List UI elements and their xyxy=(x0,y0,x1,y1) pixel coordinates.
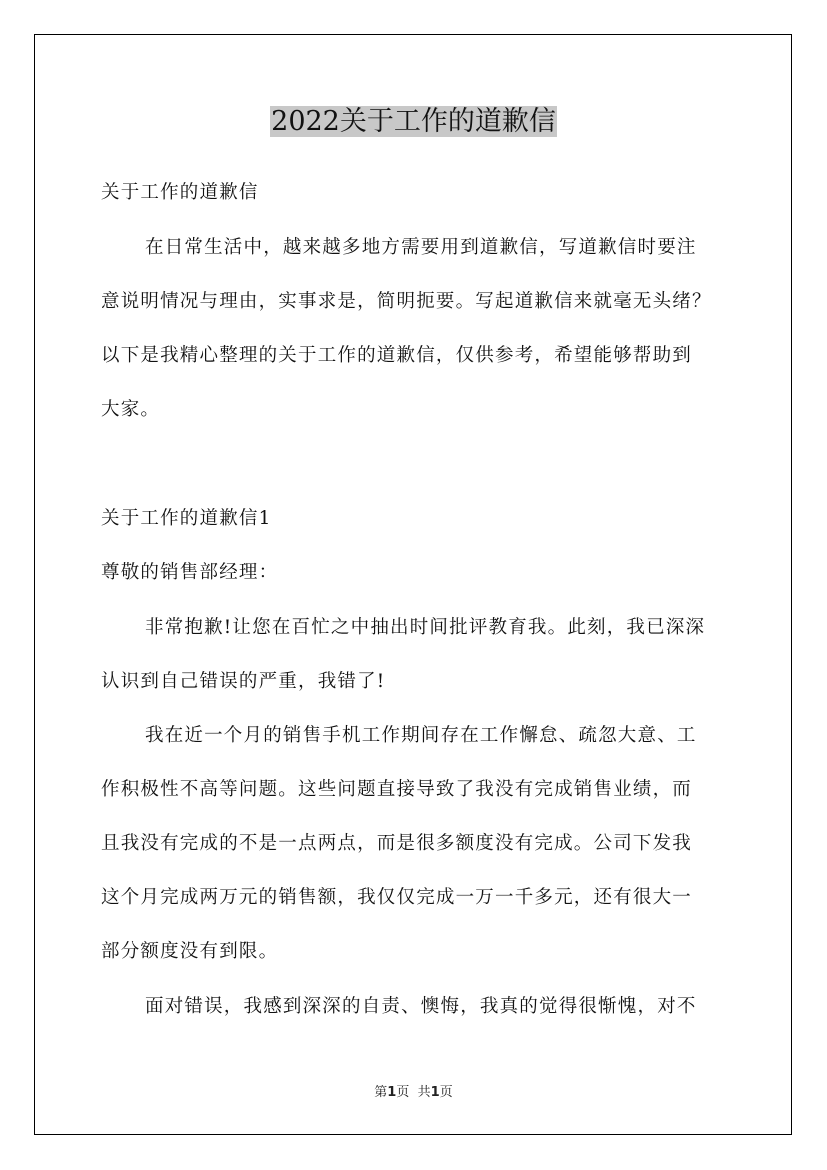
letter-heading: 关于工作的道歉信1 xyxy=(101,508,272,529)
intro-paragraph-line: 以下是我精心整理的关于工作的道歉信，仅供参考，希望能够帮助到 xyxy=(101,345,693,366)
letter-paragraph-line: 部分额度没有到限。 xyxy=(101,941,279,962)
document-title xyxy=(0,100,827,144)
letter-paragraph-line: 非常抱歉!让您在百忙之中抽出时间批评教育我。此刻，我已深深 xyxy=(145,617,706,638)
intro-paragraph-line: 意说明情况与理由，实事求是，简明扼要。写起道歉信来就毫无头绪？ xyxy=(101,291,712,312)
intro-paragraph-line: 在日常生活中，越来越多地方需要用到道歉信，写道歉信时要注 xyxy=(145,237,697,258)
letter-paragraph-line: 面对错误，我感到深深的自责、懊悔，我真的觉得很惭愧，对不 xyxy=(145,996,697,1017)
letter-paragraph-line: 我在近一个月的销售手机工作期间存在工作懈怠、疏忽大意、工 xyxy=(145,725,697,746)
footer-total-suffix: 页 xyxy=(439,1085,453,1100)
page-footer xyxy=(0,1084,827,1102)
letter-paragraph-line: 且我没有完成的不是一点两点，而是很多额度没有完成。公司下发我 xyxy=(101,833,693,854)
intro-paragraph-line: 大家。 xyxy=(101,399,161,420)
letter-paragraph-line: 认识到自己错误的严重，我错了! xyxy=(101,671,386,692)
letter-paragraph-line: 作积极性不高等问题。这些问题直接导致了我没有完成销售业绩，而 xyxy=(101,779,693,800)
footer-total-prefix: 共 xyxy=(417,1085,431,1100)
footer-page-number: 1 xyxy=(387,1085,397,1100)
letter-salutation: 尊敬的销售部经理： xyxy=(101,562,279,583)
footer-page-suffix: 页 xyxy=(396,1085,410,1100)
intro-heading: 关于工作的道歉信 xyxy=(101,182,259,203)
footer-total-pages: 1 xyxy=(430,1085,440,1100)
document-title-text: 2022关于工作的道歉信 xyxy=(271,106,556,137)
footer-page-prefix: 第 xyxy=(374,1085,388,1100)
letter-paragraph-line: 这个月完成两万元的销售额，我仅仅完成一万一千多元，还有很大一 xyxy=(101,887,693,908)
